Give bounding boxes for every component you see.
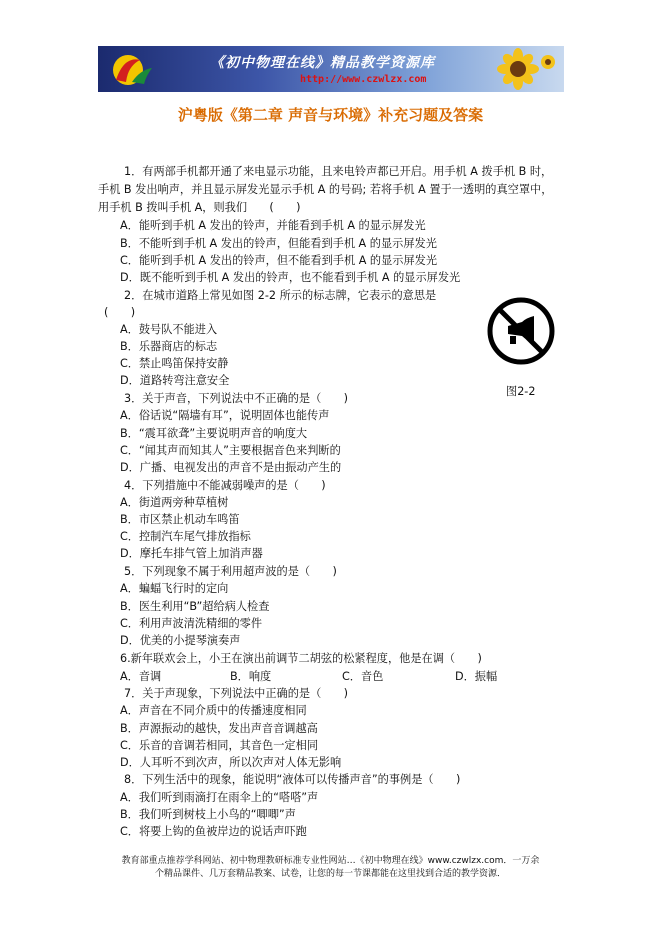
question-5-option-a: A．蝙蝠飞行时的定向 — [120, 582, 229, 595]
question-1-line-2: 手机 B 发出响声，并且显示屏发光显示手机 A 的号码; 若将手机 A 置于一透明的真空罩中， — [98, 183, 553, 196]
question-7-option-b: B．声源振动的越快，发出声音音调越高 — [120, 722, 318, 735]
question-4-option-d: D．摩托车排气管上加消声器 — [120, 547, 263, 560]
question-1-option-a: A．能听到手机 A 发出的铃声，并能看到手机 A 的显示屏发光 — [120, 219, 426, 232]
question-3-option-b: B．“震耳欲聋”主要说明声音的响度大 — [120, 427, 308, 440]
banner-url[interactable]: http://www.czwlzx.com — [300, 74, 427, 85]
question-4-option-c: C．控制汽车尾气排放指标 — [120, 530, 251, 543]
footer — [0, 855, 661, 881]
question-2-option-b: B．乐器商店的标志 — [120, 340, 218, 353]
question-3-option-d: D．广播、电视发出的声音不是由振动产生的 — [120, 461, 342, 474]
question-4-option-b: B．市区禁止机动车鸣笛 — [120, 513, 240, 526]
question-4-stem: 4．下列措施中不能减弱噪声的是（ ) — [124, 479, 326, 492]
banner-title: 《初中物理在线》精品教学资源库 — [210, 55, 435, 71]
question-1-option-b: B．不能听到手机 A 发出的铃声，但能看到手机 A 的显示屏发光 — [120, 237, 437, 250]
question-5-option-d: D．优美的小提琴演奏声 — [120, 634, 241, 647]
question-2-line-2: ( ) — [104, 306, 136, 319]
question-8-option-b: B．我们听到树枝上小鸟的“唧唧”声 — [120, 808, 296, 821]
question-1-line-3: 用手机 B 拨叫手机 A，则我们 ( ) — [98, 201, 301, 214]
question-2-option-d: D．道路转弯注意安全 — [120, 374, 230, 387]
question-3-option-c: C．“闻其声而知其人”主要根据音色来判断的 — [120, 444, 341, 457]
question-8-option-c: C．将要上钩的鱼被岸边的说话声吓跑 — [120, 825, 307, 838]
footer-line-2: 个精品课件、几万套精品教案、试卷，让您的每一节课都能在这里找到合适的教学资源． — [154, 869, 506, 879]
site-logo-icon — [106, 50, 166, 88]
question-2-option-a: A．鼓号队不能进入 — [120, 323, 218, 336]
document-title: 沪粤版《第二章 声音与环境》补充习题及答案 — [177, 106, 484, 124]
question-2-line-1: 2．在城市道路上常见如图 2-2 所示的标志牌，它表示的意思是 — [124, 289, 437, 302]
question-5-option-b: B．医生利用“B”超给病人检查 — [120, 600, 270, 613]
question-6-option-d: D．振幅 — [455, 670, 498, 683]
question-6-options — [0, 670, 661, 684]
question-6-option-a: A．音调 — [120, 670, 162, 683]
question-8-option-a: A．我们听到雨滴打在雨伞上的“嗒嗒”声 — [120, 791, 319, 804]
question-3-option-a: A．俗话说“隔墙有耳”，说明固体也能传声 — [120, 409, 330, 422]
question-6-stem: 6.新年联欢会上，小王在演出前调节二胡弦的松紧程度，他是在调（ ) — [120, 652, 482, 665]
no-horn-sign-icon — [486, 296, 556, 366]
question-7-option-a: A．声音在不同介质中的传播速度相同 — [120, 704, 307, 717]
question-6-option-c: C．音色 — [342, 670, 384, 683]
question-1-option-c: C．能听到手机 A 发出的铃声，但不能看到手机 A 的显示屏发光 — [120, 254, 438, 267]
question-1-line-1: 1．有两部手机都开通了来电显示功能，且来电铃声都已开启。用手机 A 拨手机 B 时， — [124, 165, 553, 178]
question-5-stem: 5．下列现象不属于利用超声波的是（ ) — [124, 565, 337, 578]
question-7-option-d: D．人耳听不到次声，所以次声对人体无影响 — [120, 756, 342, 769]
figure-caption: 图2-2 — [506, 385, 536, 398]
question-3-stem: 3．关于声音，下列说法中不正确的是（ ) — [124, 392, 349, 405]
header-banner — [98, 46, 564, 92]
sunflower-icon — [488, 48, 558, 90]
question-7-option-c: C．乐音的音调若相同，其音色一定相同 — [120, 739, 319, 752]
question-6-option-b: B．响度 — [230, 670, 272, 683]
question-4-option-a: A．街道两旁种草植树 — [120, 496, 229, 509]
question-1-option-d: D．既不能听到手机 A 发出的铃声，也不能看到手机 A 的显示屏发光 — [120, 271, 461, 284]
question-2-option-c: C．禁止鸣笛保持安静 — [120, 357, 229, 370]
question-5-option-c: C．利用声波清洗精细的零件 — [120, 617, 263, 630]
footer-line-1: 教育部重点推荐学科网站、初中物理教研标准专业性网站…《初中物理在线》www.czwlzx.com．一万余 — [121, 856, 540, 866]
question-8-stem: 8．下列生活中的现象，能说明“液体可以传播声音”的事例是（ ) — [124, 773, 461, 786]
question-7-stem: 7．关于声现象，下列说法中正确的是（ ) — [124, 687, 349, 700]
